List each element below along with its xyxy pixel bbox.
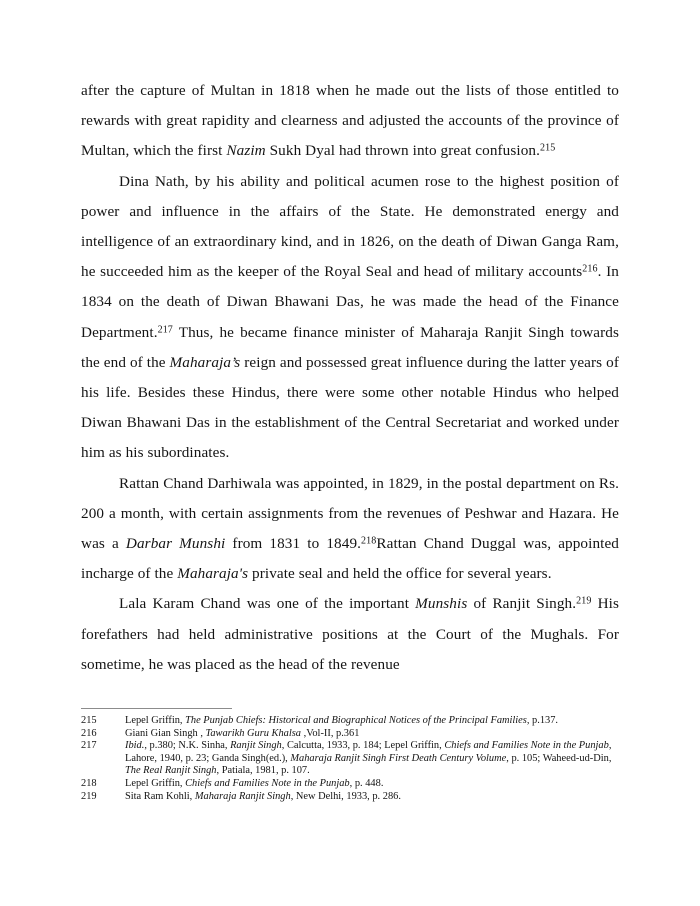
footnote-italic-run: Chiefs and Families Note in the Punjab — [185, 777, 350, 789]
footnote-number: 216 — [81, 727, 97, 739]
footnote-text-run: Giani Gian Singh , — [125, 727, 206, 739]
footnote-text-run: , p. 105; Waheed-ud-Din, — [506, 752, 612, 764]
paragraph-text-run: Rattan Chand Duggal was, appointed incharge of the — [81, 535, 619, 583]
footnote-text-run: , Calcutta, 1933, p. 184; Lepel Griffin, — [281, 740, 445, 752]
footnote-italic-run: Chiefs and Families Note in the Punjab — [444, 740, 609, 752]
footnote-italic-run: Ranjit Singh — [230, 740, 282, 752]
paragraph-text-run: after the capture of Multan in 1818 when he made out the lists of those entitled to rewards with great rapidity and clearness and adjusted the accounts of the province of Multan, which the first — [81, 82, 619, 160]
paragraph-text-run: private seal and held the office for several years. — [248, 565, 552, 583]
paragraph-italic-run: Nazim — [226, 142, 266, 160]
footnote-entry — [81, 740, 619, 778]
body-paragraph — [81, 76, 619, 167]
paragraph-footnote-marker: 218 — [361, 535, 377, 547]
paragraph-list — [81, 76, 619, 680]
paragraph-text-run: His forefathers had held administrative positions at the Court of the Mughals. For sometime, he was placed as the head of the revenue — [81, 595, 619, 673]
paragraph-footnote-marker: 216 — [582, 263, 598, 275]
paragraph-italic-run: Munshis — [415, 595, 468, 613]
footnote-text-run: Lepel Griffin, — [125, 715, 186, 726]
footnote-italic-run: Maharaja Ranjit Singh — [194, 790, 291, 802]
footnote-number: 215 — [81, 715, 97, 726]
footnote-text-run: Sita Ram Kohli, — [125, 790, 195, 802]
footnote-section — [81, 708, 619, 803]
footnote-text — [125, 728, 619, 741]
footnote-text-run: , Lahore, 1940, p. 23; Ganda Singh(ed.), — [125, 740, 612, 764]
paragraph-text-run: reign and possessed great influence during the latter years of his life. Besides these Hindus, there were some other notable Hindus who helped Diwan Bhawani Das in the establishment of the Central Secretariat and worked under him as his subordinates. — [81, 353, 619, 462]
paragraph-text-run: Rattan Chand Darhiwala was appointed, in 1829, in the postal department on Rs. 200 a month, with certain assignments from the revenues of Peshwar and Hazara. He was a — [81, 474, 619, 553]
footnote-list — [81, 715, 619, 803]
paragraph-text-run: . In 1834 on the death of Diwan Bhawani Das, he was made the head of the Finance Department. — [81, 263, 619, 341]
footnote-text-run: p.137. — [529, 715, 559, 726]
paragraph-italic-run: Maharaja's — [177, 565, 249, 583]
footnote-text-run: , New Delhi, 1933, p. 286. — [290, 790, 401, 802]
footnote-italic-run: Maharaja Ranjit Singh First Death Century Volume — [290, 752, 507, 764]
footnote-italic-run: The Real Ranjit Singh — [125, 765, 217, 777]
footnote-text-run: , p. 448. — [349, 777, 384, 789]
footnote-number: 219 — [81, 790, 97, 802]
paragraph-text-run: Thus, he became finance minister of Maharaja Ranjit Singh towards the end of the — [81, 323, 619, 371]
footnote-separator-rule — [81, 708, 232, 709]
footnote-text — [125, 715, 619, 728]
paragraph-footnote-marker: 219 — [576, 595, 592, 607]
paragraph-text-run: from 1831 to 1849. — [225, 535, 362, 553]
body-paragraph — [81, 589, 619, 680]
footnote-italic-run: Ibid. — [125, 740, 145, 752]
footnote-entry — [81, 778, 619, 791]
paragraph-italic-run: Darbar Munshi — [125, 535, 226, 553]
footnote-text-run: , p.380; N.K. Sinha, — [144, 740, 231, 752]
paragraph-italic-run: Maharaja’s — [169, 353, 241, 371]
footnote-text-run: , Patiala, 1981, p. 107. — [216, 765, 310, 777]
footnote-number: 218 — [81, 777, 97, 789]
footnote-entry — [81, 791, 619, 804]
footnote-italic-run: The Punjab Chiefs: Historical and Biographical Notices of the Principal Families, — [185, 715, 530, 726]
footnote-italic-run: Tawarikh Guru Khalsa — [205, 727, 301, 739]
body-paragraph — [81, 469, 619, 590]
paragraph-text-run: Dina Nath, by his ability and political acumen rose to the highest position of power and influence in the affairs of the State. He demonstrated energy and intelligence of an extraordinary kind, and in 1826, on the death of Diwan Ganga Ram, he succeeded him as the keeper of the Royal Seal and head of military accounts — [81, 172, 619, 281]
footnote-text — [125, 778, 619, 791]
footnote-text-run: ,Vol-II, p.361 — [301, 727, 360, 739]
body-text-block — [81, 76, 619, 680]
body-paragraph — [81, 167, 619, 469]
paragraph-footnote-marker: 217 — [157, 324, 173, 336]
footnote-text-run: Lepel Griffin, — [125, 777, 186, 789]
paragraph-footnote-marker: 215 — [540, 142, 556, 154]
footnote-number: 217 — [81, 740, 97, 752]
footnote-text — [125, 740, 619, 778]
paragraph-text-run: Sukh Dyal had thrown into great confusion. — [265, 142, 540, 160]
footnote-text — [125, 791, 619, 804]
paragraph-text-run: of Ranjit Singh. — [467, 595, 577, 613]
paragraph-text-run: Lala Karam Chand was one of the important — [119, 595, 416, 613]
footnote-entry — [81, 728, 619, 741]
footnote-entry — [81, 715, 619, 728]
